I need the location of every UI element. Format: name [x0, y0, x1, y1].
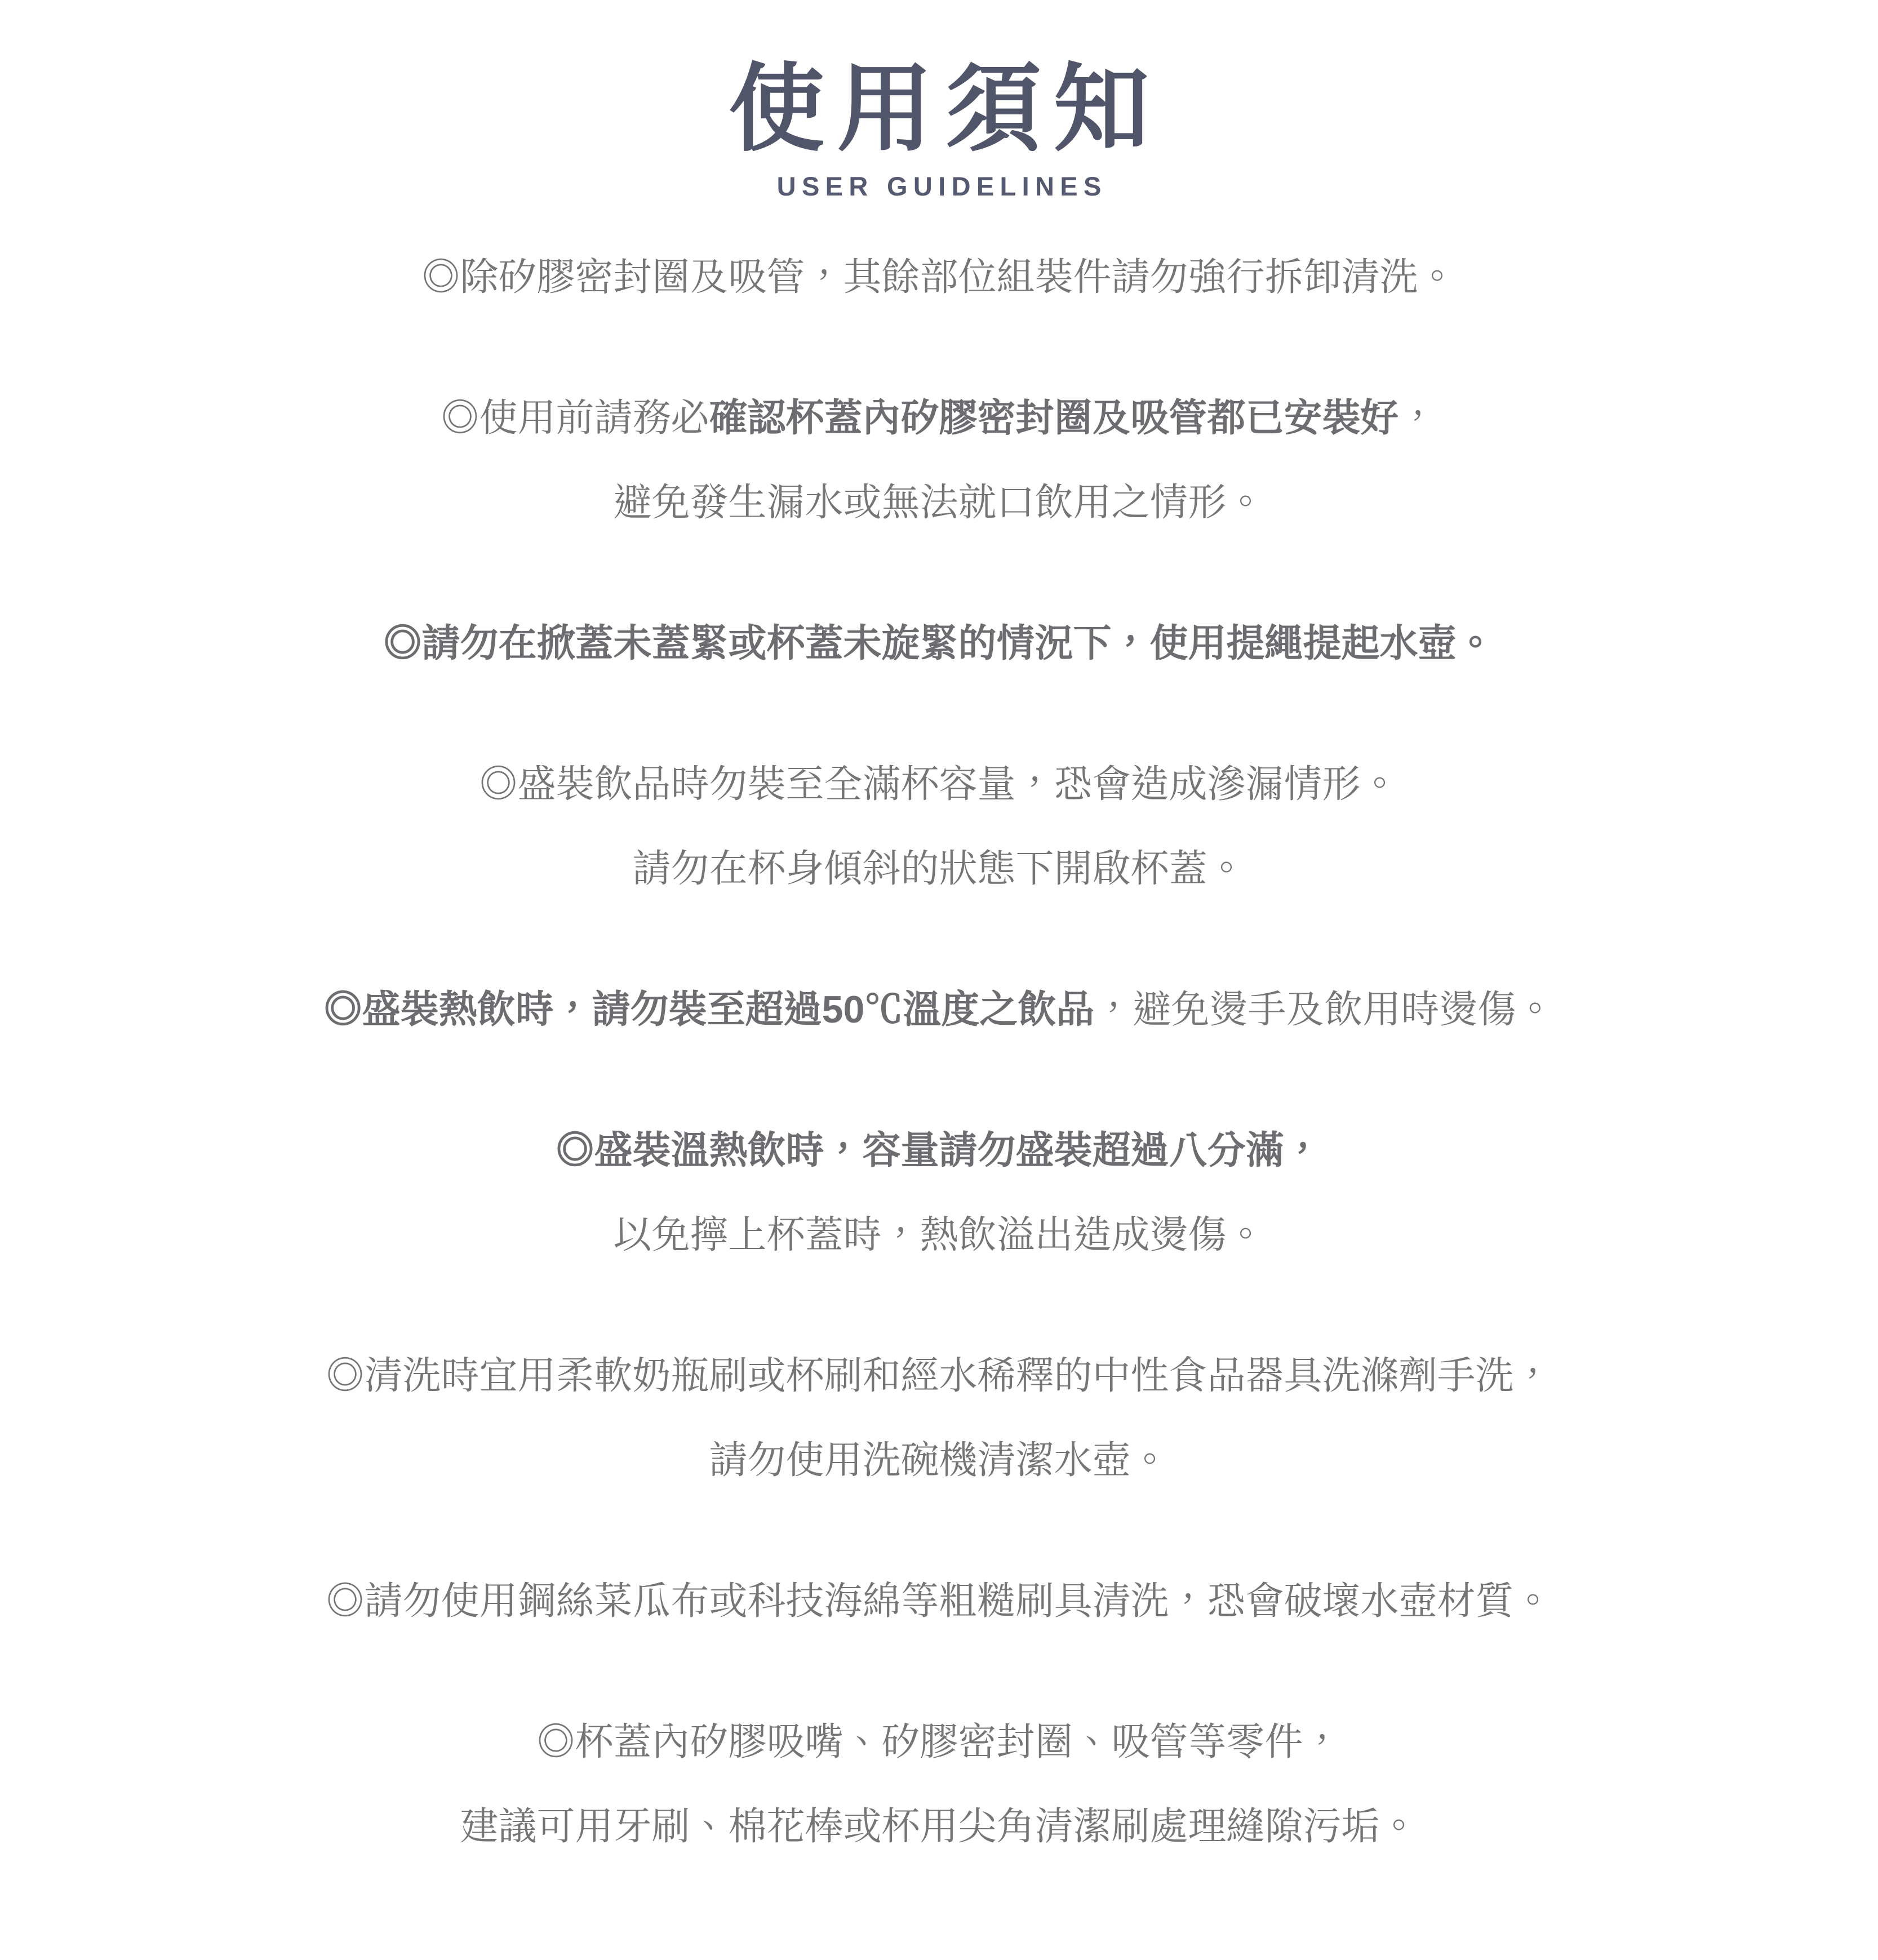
guideline-item	[23, 1334, 1855, 1503]
guideline-text: ◎使用前請務必	[441, 397, 709, 439]
guideline-item	[23, 601, 1855, 686]
guideline-text-bold: ◎請勿在掀蓋未蓋緊或杯蓋未旋緊的情況下，使用提繩提起水壺。	[383, 622, 1495, 665]
guideline-line	[23, 1418, 1855, 1503]
guideline-item	[23, 967, 1855, 1052]
guideline-line	[23, 376, 1855, 460]
guideline-line	[23, 826, 1855, 911]
guideline-text: 請勿在杯身傾斜的狀態下開啟杯蓋。	[632, 847, 1246, 890]
guideline-line	[23, 1784, 1855, 1869]
guideline-item	[23, 1559, 1855, 1643]
guideline-text: ◎清洗時宜用柔軟奶瓶刷或杯刷和經水稀釋的中性食品器具洗滌劑手洗，	[326, 1354, 1552, 1397]
guideline-item	[23, 742, 1855, 911]
guideline-item	[23, 235, 1855, 319]
guideline-text: 請勿使用洗碗機清潔水壺。	[709, 1439, 1169, 1482]
guideline-text-bold: ◎盛裝熱飲時，請勿裝至超過50℃溫度之飲品	[323, 988, 1095, 1031]
guideline-text-bold: 確認杯蓋內矽膠密封圈及吸管都已安裝好	[709, 397, 1399, 439]
guideline-line	[23, 1108, 1855, 1193]
guideline-text: ◎杯蓋內矽膠吸嘴、矽膠密封圈、吸管等零件，	[536, 1721, 1342, 1763]
guideline-item	[23, 1108, 1855, 1277]
guideline-line	[23, 1193, 1855, 1277]
guideline-line	[23, 460, 1855, 545]
guidelines-list	[0, 235, 1878, 1869]
guideline-line	[23, 235, 1855, 319]
guideline-text: ◎盛裝飲品時勿裝至全滿杯容量，恐會造成滲漏情形。	[479, 763, 1399, 806]
guideline-line	[23, 601, 1855, 686]
page-title: 使用須知	[729, 52, 1162, 165]
guideline-text: 避免發生漏水或無法就口飲用之情形。	[613, 481, 1265, 524]
guideline-line	[23, 1334, 1855, 1418]
guideline-line	[23, 742, 1855, 826]
guideline-text: ◎除矽膠密封圈及吸管，其餘部位組裝件請勿強行拆卸清洗。	[421, 256, 1457, 299]
guideline-line	[23, 967, 1855, 1052]
guideline-text: ◎請勿使用鋼絲菜瓜布或科技海綿等粗糙刷具清洗，恐會破壞水壺材質。	[326, 1580, 1552, 1623]
guideline-text: 以免擰上杯蓋時，熱飲溢出造成燙傷。	[613, 1214, 1265, 1256]
guideline-text: ，	[1398, 397, 1437, 439]
guideline-item	[23, 376, 1855, 545]
guideline-text: ，避免燙手及飲用時燙傷。	[1094, 988, 1555, 1031]
guideline-text: 建議可用牙刷、棉花棒或杯用尖角清潔刷處理縫隙污垢。	[460, 1805, 1418, 1848]
guideline-text-bold: ◎盛裝溫熱飲時，容量請勿盛裝超過八分滿，	[556, 1129, 1322, 1172]
guideline-item	[23, 1700, 1855, 1869]
guideline-line	[23, 1559, 1855, 1643]
guideline-line	[23, 1700, 1855, 1784]
page-subtitle: USER GUIDELINES	[776, 171, 1107, 201]
